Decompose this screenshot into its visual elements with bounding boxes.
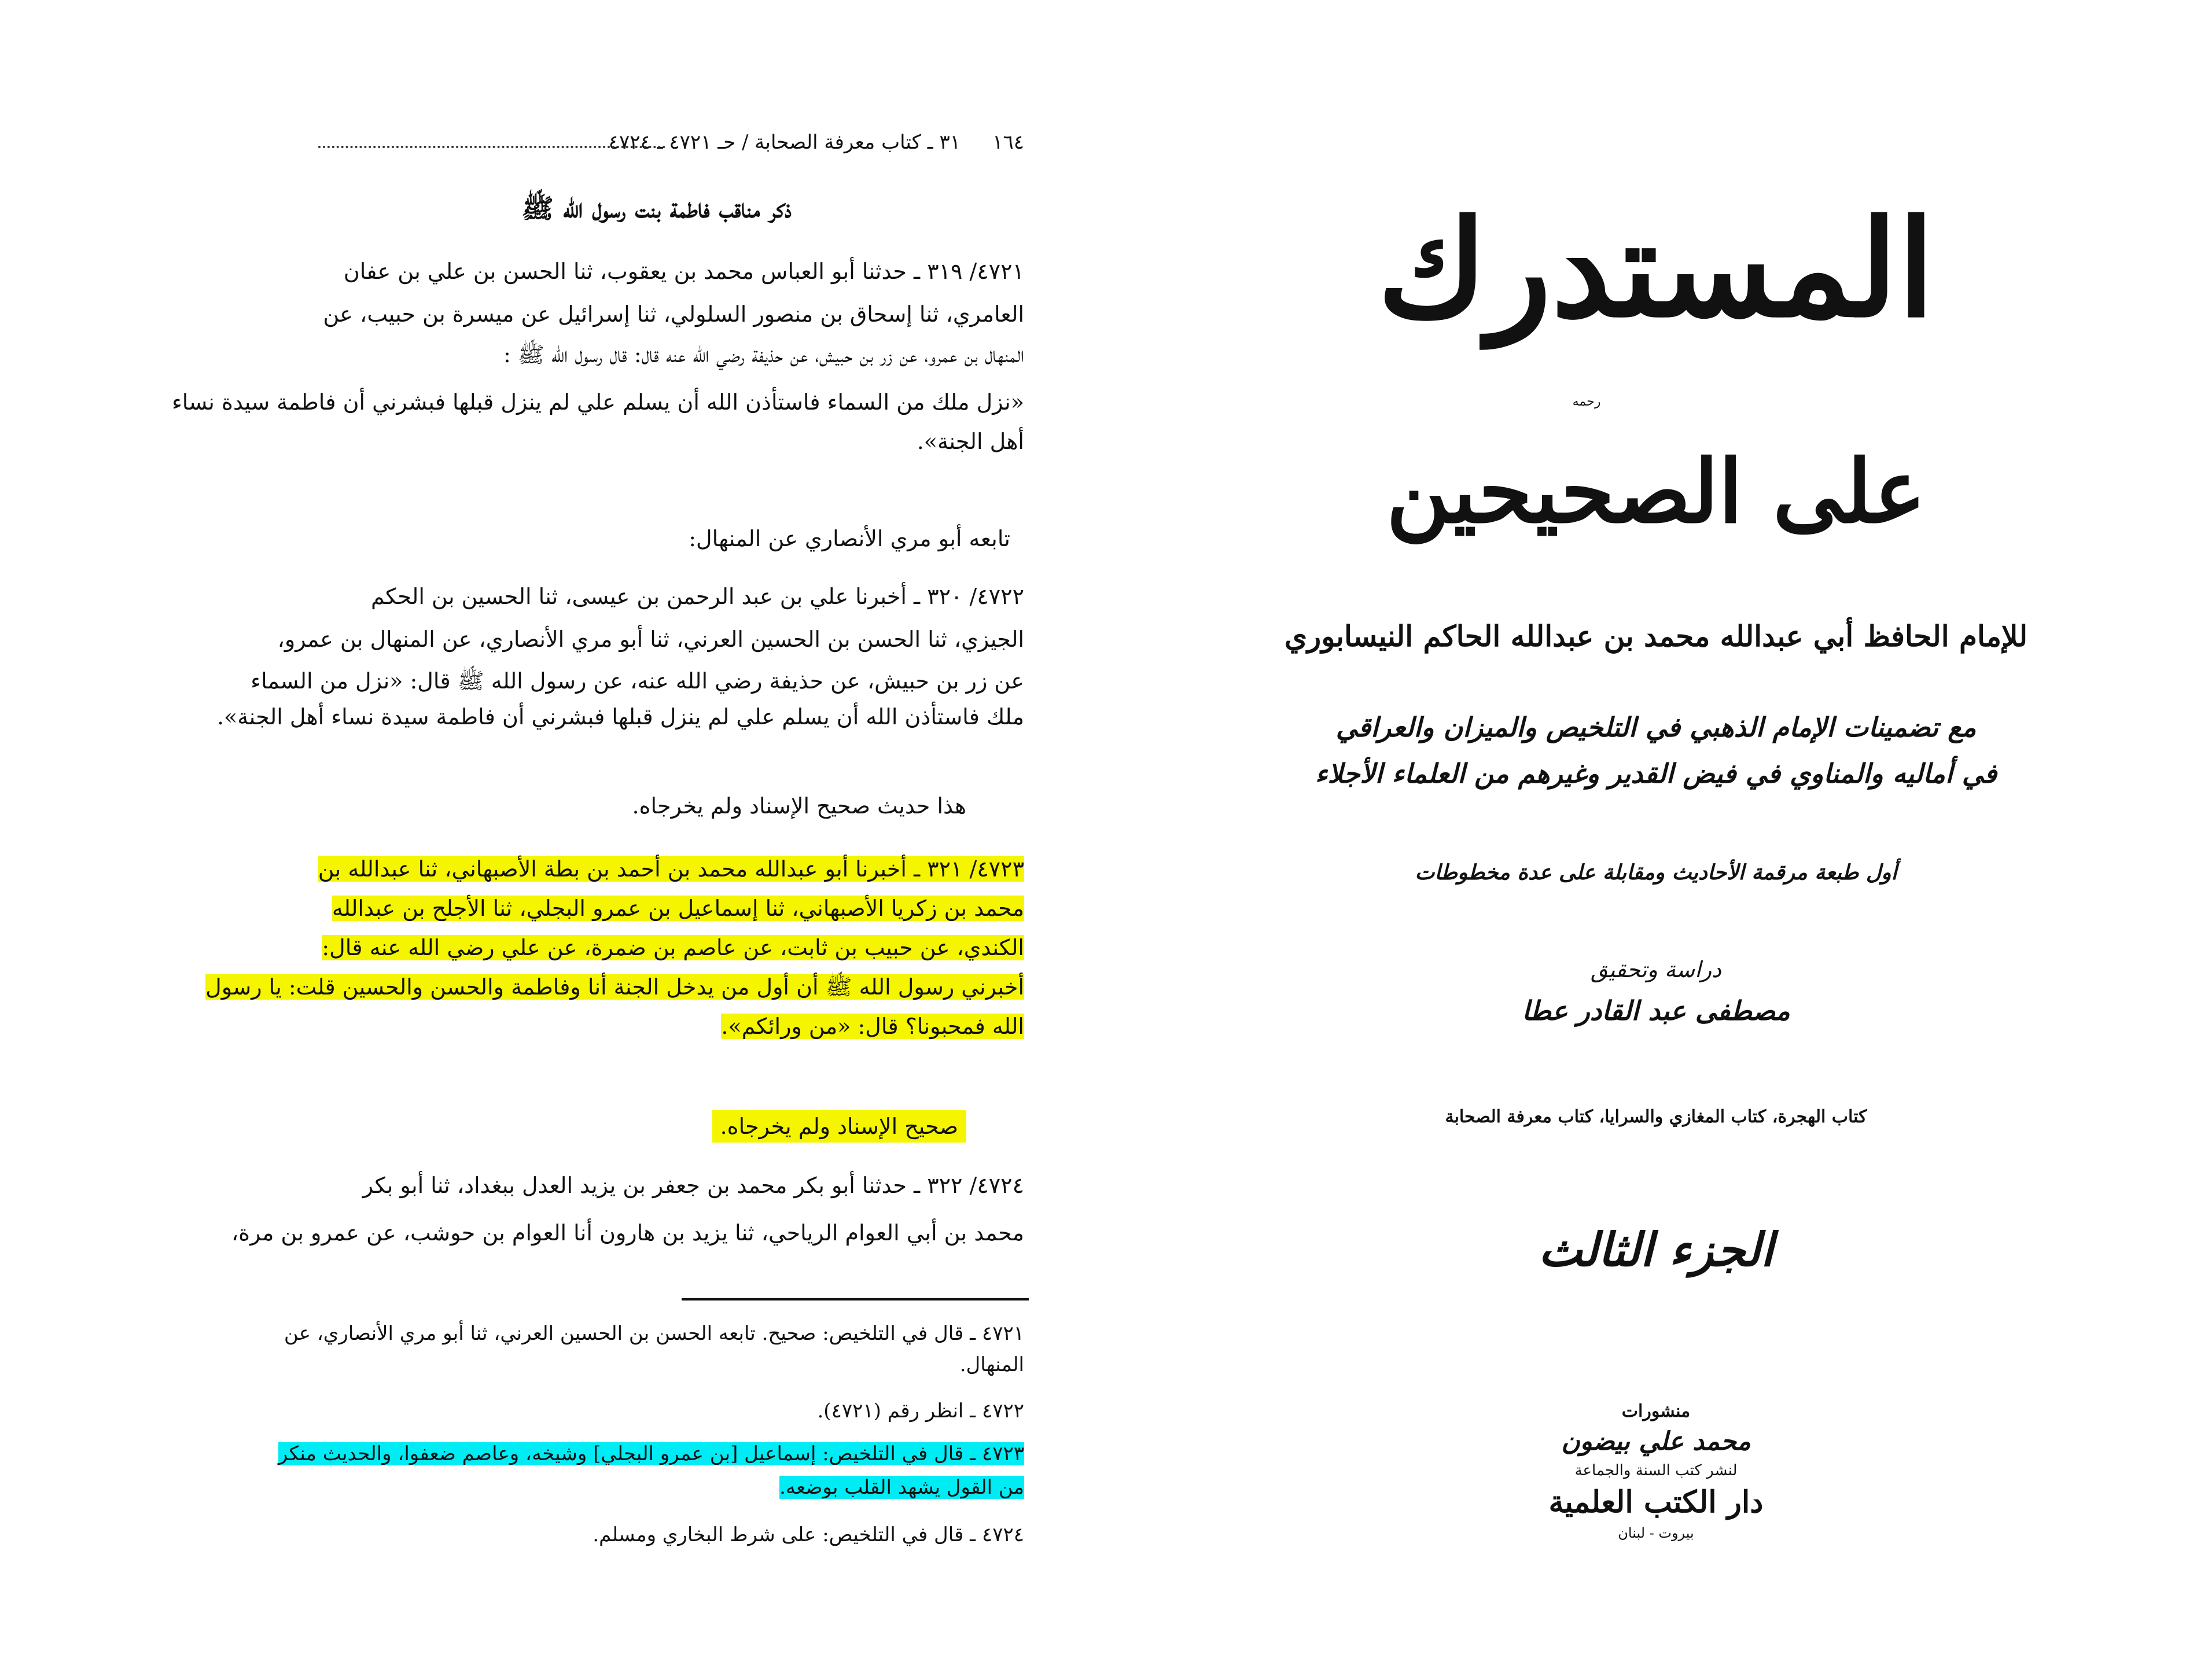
hadith-4721-line-1: ٤٧٢١/ ٣١٩ ـ حدثنا أبو العباس محمد بن يعقوب، ثنا الحسن بن علي بن عفان — [343, 259, 1024, 284]
hadith-4722-line-4: ملك فاستأذن الله أن يسلم علي لم ينزل قبلها فبشرني أن فاطمة سيدة نساء أهل الجنة». — [216, 704, 1024, 730]
footnote-4723-line-1-text: ٤٧٢٣ ـ قال في التلخيص: إسماعيل [بن عمرو البجلي] وشيخه، وعاصم ضعفوا، والحديث منكر — [278, 1442, 1024, 1465]
hadith-4723-line-4 — [75, 967, 1024, 1007]
footnote-4722 — [75, 1395, 1024, 1427]
follow-note-text: تابعه أبو مري الأنصاري عن المنهال: — [689, 526, 1010, 551]
section-heading: ذكر مناقب فاطمة بنت رسول الله ﷺ — [521, 193, 792, 224]
footnote-4723-line-2 — [75, 1471, 1024, 1504]
grading-4722-text: هذا حديث صحيح الإسناد ولم يخرجاه. — [632, 793, 966, 819]
grading-4723 — [17, 1106, 1024, 1147]
footnote-4723-line-2-text: من القول يشهد القلب بوضعه. — [779, 1476, 1024, 1499]
grading-4723-text: صحيح الإسناد ولم يخرجاه. — [712, 1110, 966, 1143]
right-page — [1104, 0, 2208, 1680]
grading-4723-line — [17, 1106, 966, 1147]
footnote-4723 — [75, 1437, 1024, 1504]
hadith-4723-line-1 — [75, 849, 1024, 889]
hadith-4722-line-2: الجيزي، ثنا الحسن بن الحسين العرني، ثنا أبو مري الأنصاري، عن المنهال بن عمرو، — [277, 627, 1024, 652]
hadith-4723-line-2-text: محمد بن زكريا الأصبهاني، ثنا إسماعيل بن عمرو البجلي، ثنا الأجلح بن عبدالله — [332, 896, 1024, 921]
page-number: ١٦٤ — [992, 131, 1024, 154]
hadith-4722-line-1: ٤٧٢٢/ ٣٢٠ ـ أخبرنا علي بن عبد الرحمن بن عيسى، ثنا الحسين بن الحكم — [371, 584, 1024, 609]
footnote-4723-line-1 — [75, 1437, 1024, 1471]
footnote-4724-line: ٤٧٢٤ ـ قال في التلخيص: على شرط البخاري ومسلم. — [593, 1523, 1024, 1546]
editor-name: مصطفى عبد القادر عطا — [1522, 995, 1790, 1026]
author-line: للإمام الحافظ أبي عبدالله محمد بن عبدالله الحاكم النيسابوري — [1284, 619, 2028, 653]
follow-note — [61, 521, 1024, 557]
hadith-4722-line-3: عن زر بن حبيش، عن حذيفة رضي الله عنه، عن رسول الله ﷺ قال: «نزل من السماء — [251, 668, 1024, 694]
hadith-4722 — [75, 579, 1024, 735]
footnote-rule — [682, 1298, 1029, 1300]
hadith-4723-line-3 — [75, 928, 1024, 967]
subtitle: على الصحيحين — [1386, 441, 1926, 543]
hadith-4721-line-4: «نزل ملك من السماء فاستأذن الله أن يسلم علي لم ينزل قبلها فبشرني أن فاطمة سيدة نساء — [171, 389, 1024, 415]
grading-4722 — [17, 788, 1024, 824]
hadith-4724 — [75, 1167, 1024, 1251]
publisher-block — [1104, 1399, 2208, 1543]
running-head-dots — [318, 146, 665, 148]
hadith-4723-line-4-text: أخبرني رسول الله ﷺ أن أول من يدخل الجنة أنا وفاطمة والحسن والحسين قلت: يا رسول — [205, 974, 1024, 1000]
running-head — [145, 126, 1024, 159]
hadith-4723-line-5 — [75, 1007, 1024, 1046]
publisher-house: دار الكتب العلمية — [1548, 1484, 1764, 1520]
publisher-name: محمد علي بيضون — [1561, 1427, 1751, 1456]
footnote-4721-line-2: المنهال. — [959, 1353, 1024, 1376]
hadith-4721 — [75, 253, 1024, 459]
study-label: دراسة وتحقيق — [1591, 957, 1721, 982]
footnote-4721-line-1: ٤٧٢١ ـ قال في التلخيص: صحيح. تابعه الحسن بن الحسين العرني، ثنا أبو مري الأنصاري، عن — [284, 1322, 1024, 1345]
hadith-4723 — [75, 849, 1024, 1046]
hadith-4721-line-5: أهل الجنة». — [917, 429, 1024, 454]
hadith-4721-line-2: العامري، ثنا إسحاق بن منصور السلولي، ثنا إسرائيل عن ميسرة بن حبيب، عن — [323, 301, 1024, 327]
small-mark: رحمه — [1572, 395, 1601, 409]
includes-line-1: مع تضمينات الإمام الذهبي في التلخيص والميزان والعراقي — [1335, 712, 1977, 743]
hadith-4721-line-3: المنهال بن عمرو، عن زر بن حبيش، عن حذيفة رضي الله عنه قال: قال رسول الله ﷺ : — [503, 342, 1024, 367]
hadith-4723-line-2 — [75, 889, 1024, 928]
publisher-label: منشورات — [1621, 1401, 1691, 1421]
hadith-4723-line-1-text: ٤٧٢٣/ ٣٢١ ـ أخبرنا أبو عبدالله محمد بن أحمد بن بطة الأصبهاني، ثنا عبدالله بن — [318, 856, 1024, 882]
publisher-city: بيروت - لبنان — [1618, 1525, 1694, 1541]
hadith-4723-line-5-text: الله فمحبونا؟ قال: «من ورائكم». — [721, 1014, 1024, 1039]
footnote-4722-line: ٤٧٢٢ ـ انظر رقم (٤٧٢١). — [817, 1399, 1024, 1423]
publisher-purpose: لنشر كتب السنة والجماعة — [1574, 1462, 1738, 1479]
main-title: المستدرك — [1377, 191, 1935, 347]
running-head-title: ٣١ ـ كتاب معرفة الصحابة / حـ ٤٧٢١ ـ ٤٧٢٤ — [608, 131, 961, 154]
hadith-4723-line-3-text: الكندي، عن حبيب بن ثابت، عن عاصم بن ضمرة، عن علي رضي الله عنه قال: — [322, 935, 1024, 960]
includes-line-2: في أماليه والمناوي في فيض القدير وغيرهم من العلماء الأجلاء — [1315, 758, 1997, 789]
edition-note: أول طبعة مرقمة الأحاديث ومقابلة على عدة مخطوطات — [1415, 860, 1897, 885]
footnote-4721 — [75, 1318, 1024, 1380]
volume-contents: كتاب الهجرة، كتاب المغازي والسرايا، كتاب معرفة الصحابة — [1445, 1107, 1867, 1127]
hadith-4724-line-1: ٤٧٢٤/ ٣٢٢ ـ حدثنا أبو بكر محمد بن جعفر بن يزيد العدل ببغداد، ثنا أبو بكر — [362, 1173, 1024, 1198]
hadith-4724-line-2: محمد بن أبي العوام الرياحي، ثنا يزيد بن هارون أنا العوام بن حوشب، عن عمرو بن مرة، — [231, 1220, 1024, 1246]
volume-label: الجزء الثالث — [1539, 1222, 1773, 1277]
footnote-4724 — [75, 1519, 1024, 1550]
